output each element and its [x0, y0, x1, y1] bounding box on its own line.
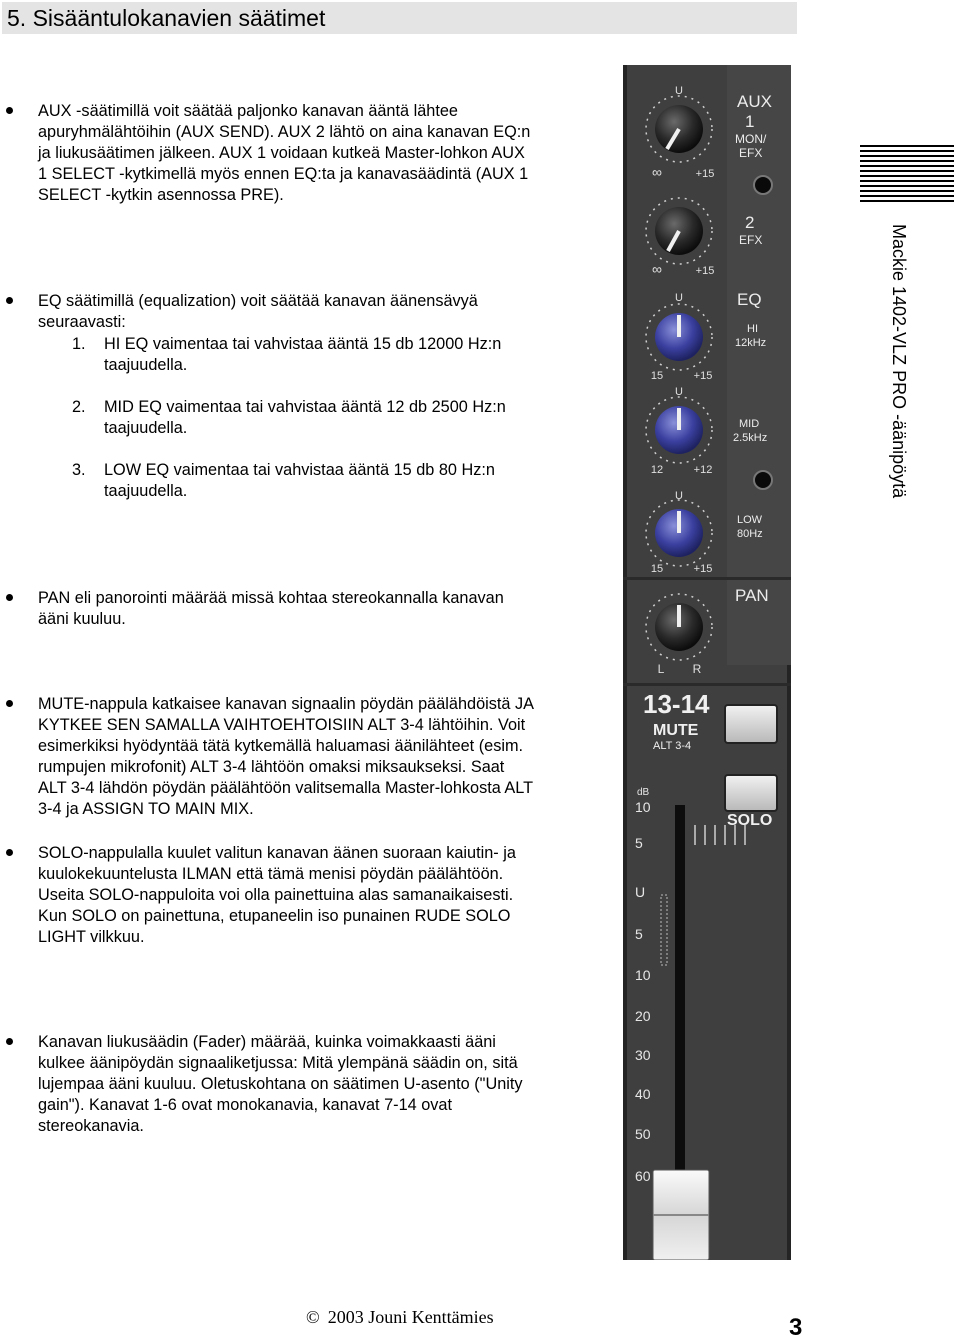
- text-line: SOLO-nappulalla kuulet valitun kanavan äänen suoraan kaiutin- ja: [38, 844, 516, 862]
- fader-scale-label: 10: [635, 967, 651, 983]
- text-line: 3-4 ja ASSIGN TO MAIN MIX.: [38, 800, 254, 818]
- solo-label: SOLO: [727, 812, 773, 829]
- text-line: LIGHT vilkkuu.: [38, 928, 145, 946]
- fader-paragraph: [38, 1032, 523, 1137]
- text-line: Useita SOLO-nappuloita voi olla painettuina alas samanaikaisesti.: [38, 886, 514, 904]
- low-label: LOW: [737, 514, 763, 526]
- text-line: seuraavasti:: [38, 313, 126, 331]
- eq-item-number: 3.: [72, 461, 86, 479]
- knob-minus-label: 12: [650, 464, 664, 476]
- bullet-dot: [6, 1038, 13, 1045]
- pan-label: PAN: [735, 586, 769, 605]
- text-line: Kanavan liukusäädin (Fader) määrää, kuinka voimakkaasti ääni: [38, 1033, 496, 1051]
- pan-right-label: R: [692, 662, 702, 676]
- text-line: stereokanavia.: [38, 1117, 144, 1135]
- hi-label: HI: [747, 323, 758, 335]
- fader-scale-label: U: [635, 884, 646, 900]
- text-line: taajuudella.: [104, 356, 188, 374]
- knob-plus-label: +12: [693, 464, 713, 476]
- bullet-dot: [6, 297, 13, 304]
- text-line: AUX -säätimillä voit säätää paljonko kanavan ääntä lähtee: [38, 102, 458, 120]
- db-label: dB: [637, 787, 650, 798]
- text-line: apuryhmälähtöihin (AUX SEND). AUX 2 lähtö on aina kanavan EQ:n: [38, 123, 531, 141]
- knob-u-label: U: [675, 292, 683, 304]
- footer-text: 2003 Jouni Kenttämies: [327, 1307, 494, 1327]
- fader-scale-label: 20: [635, 1008, 651, 1024]
- text-line: MID EQ vaimentaa tai vahvistaa ääntä 12 db 2500 Hz:n: [104, 398, 506, 416]
- eq-switch-button: [754, 471, 772, 489]
- eq-label: EQ: [737, 290, 762, 309]
- knob-plus-label: +15: [693, 563, 713, 575]
- text-line: esimerkiksi hyödyntää tätä kytkemällä haluamasi äänilähteet (esim.: [38, 737, 524, 755]
- knob-u-label: U: [675, 490, 683, 502]
- side-decoration-lines: [860, 145, 954, 207]
- fader-scale-label: 40: [635, 1086, 651, 1102]
- bullet-dot: [6, 107, 13, 114]
- knob-u-label: U: [675, 85, 683, 97]
- knob-minus-label: 15: [650, 370, 664, 382]
- mute-button: [725, 705, 777, 743]
- solo-paragraph: [38, 843, 516, 948]
- text-line: EQ säätimillä (equalization) voit säätää kanavan äänensävyä: [38, 292, 478, 310]
- aux2-sub: EFX: [739, 233, 763, 247]
- text-line: Kun SOLO on painettuna, etupaneelin iso punainen RUDE SOLO: [38, 907, 511, 925]
- text-line: kulkee äänipöydän signaaliketjussa: Mitä ylempänä säädin on, sitä: [38, 1054, 518, 1072]
- mute-paragraph: [38, 694, 534, 820]
- text-line: lujempaa ääni kuuluu. Oletuskohtana on säätimen U-asento ("Unity: [38, 1075, 523, 1093]
- eq-item-number: 2.: [72, 398, 86, 416]
- knob-inf-label: ∞: [652, 164, 662, 180]
- text-line: PAN eli panorointi määrää missä kohtaa stereokannalla kanavan: [38, 589, 504, 607]
- knob-plus-label: +15: [695, 265, 715, 277]
- text-line: SELECT -kytkin asennossa PRE).: [38, 186, 284, 204]
- mid-freq: 2.5kHz: [733, 432, 768, 444]
- pan-left-label: L: [657, 662, 665, 676]
- aux1-label: 1: [745, 112, 755, 131]
- mute-label: MUTE: [653, 722, 699, 739]
- fader-scale-label: 60: [635, 1168, 651, 1184]
- text-line: ääni kuuluu.: [38, 610, 126, 628]
- fader-scale-label: 50: [635, 1126, 651, 1142]
- knob-u-label: U: [675, 386, 683, 398]
- text-line: LOW EQ vaimentaa tai vahvistaa ääntä 15 db 80 Hz:n: [104, 461, 495, 479]
- bullet-dot: [6, 594, 13, 601]
- knob-minus-label: 15: [650, 563, 664, 575]
- bullet-dot: [6, 700, 13, 707]
- bullet-dot: [6, 849, 13, 856]
- mixer-channel-strip-image: [623, 65, 791, 1260]
- solo-button: [725, 775, 777, 811]
- aux-label: AUX: [737, 92, 772, 111]
- text-line: taajuudella.: [104, 419, 188, 437]
- text-line: ja liukusäätimen jälkeen. AUX 1 voidaan kutkeä Master-lohkon AUX: [38, 144, 525, 162]
- eq-paragraph: [38, 291, 478, 333]
- footer: [306, 1307, 494, 1328]
- text-line: rumpujen mikrofonit) ALT 3-4 lähtöön omaksi miksaukseksi. Saat: [38, 758, 505, 776]
- text-line: MUTE-nappula katkaisee kanavan signaalin pöydän päälähdöistä JA: [38, 695, 534, 713]
- channel-number: 13-14: [643, 689, 710, 719]
- knob-plus-label: +15: [693, 370, 713, 382]
- knob-inf-label: ∞: [652, 261, 662, 277]
- hi-freq: 12kHz: [735, 337, 767, 349]
- fader-scale-label: 5: [635, 926, 643, 942]
- fader-scale-label: 5: [635, 835, 643, 851]
- alt-label: ALT 3-4: [653, 740, 692, 752]
- aux-select-button: [754, 176, 772, 194]
- pan-paragraph: [38, 588, 504, 630]
- knob-plus-label: +15: [695, 168, 715, 180]
- text-line: taajuudella.: [104, 482, 188, 500]
- text-line: HI EQ vaimentaa tai vahvistaa ääntä 15 db 12000 Hz:n: [104, 335, 502, 353]
- aux2-label: 2: [745, 213, 755, 232]
- text-line: kuulokekuuntelusta ILMAN että tämä menisi pöydän päälähtöön.: [38, 865, 504, 883]
- low-freq: 80Hz: [737, 528, 763, 540]
- fader-scale-label: 10: [635, 799, 651, 815]
- text-line: 1 SELECT -kytkimellä myös ennen EQ:ta ja kanavasäädintä (AUX 1: [38, 165, 529, 183]
- text-line: ALT 3-4 lähdön pöydän päälähtöön valitsemalla Master-lohkosta ALT: [38, 779, 534, 797]
- mixer-caption: Mackie 1402-VLZ PRO -äänipöytä: [889, 224, 909, 499]
- mid-label: MID: [739, 418, 760, 430]
- text-line: KYTKEE SEN SAMALLA VAIHTOEHTOISIIN ALT 3-4 lähtöihin. Voit: [38, 716, 526, 734]
- copyright-icon: ©: [306, 1307, 320, 1327]
- aux1-sub2: EFX: [739, 146, 763, 160]
- aux1-sub1: MON/: [735, 132, 767, 146]
- fader-cap: [653, 1170, 709, 1260]
- text-line: gain"). Kanavat 1-6 ovat monokanavia, kanavat 7-14 ovat: [38, 1096, 452, 1114]
- fader-scale-label: 30: [635, 1047, 651, 1063]
- page-title: 5. Sisääntulokanavien säätimet: [7, 5, 326, 31]
- eq-item-number: 1.: [72, 335, 86, 353]
- page-number: 3: [789, 1314, 803, 1341]
- aux-paragraph: [38, 101, 530, 206]
- title-bar: [2, 2, 797, 34]
